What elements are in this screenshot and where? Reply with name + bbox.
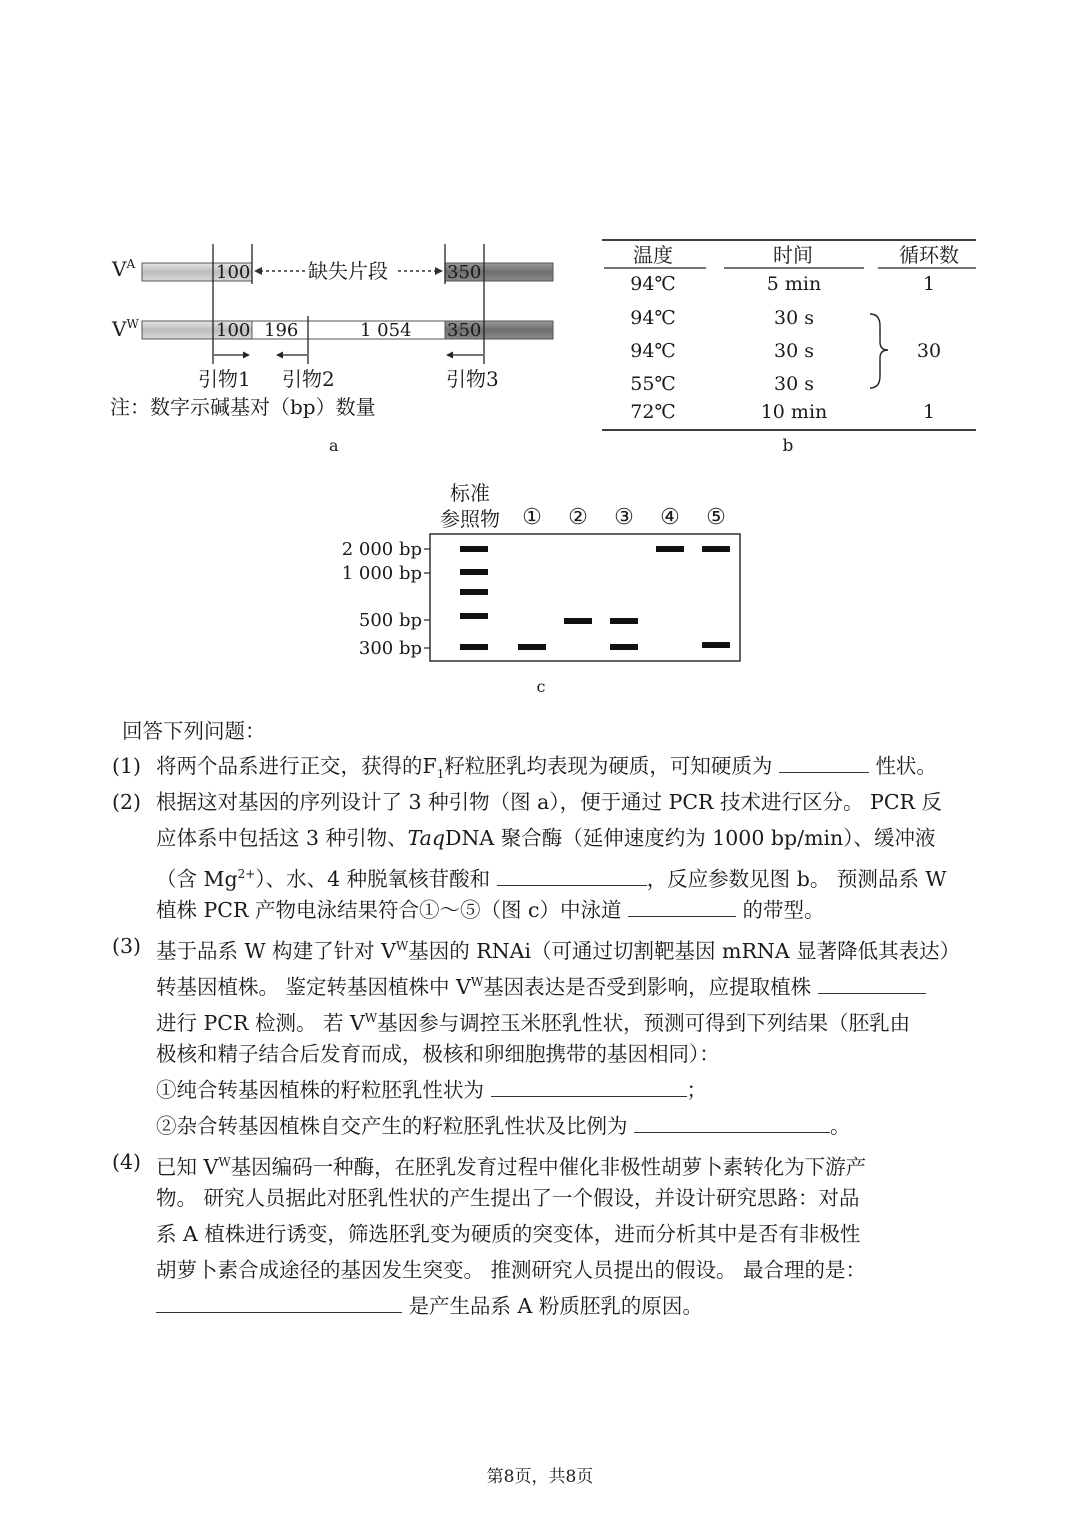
- lane-1-band-300: [518, 644, 546, 650]
- primer2-label: 引物2: [282, 367, 335, 391]
- q3-tissue-blank[interactable]: [818, 971, 926, 994]
- row4-temp: 55℃: [630, 373, 676, 395]
- vw-1054-label: 1 054: [360, 320, 412, 341]
- cycle-bracket: [870, 314, 888, 388]
- ladder-band-2000: [460, 546, 488, 552]
- lane-2-label: ②: [568, 505, 588, 530]
- lane-3-band-300: [610, 644, 638, 650]
- ladder-label-1: 标准: [450, 481, 490, 505]
- row1-cycles: 1: [922, 273, 936, 295]
- deletion-label: 缺失片段: [308, 259, 388, 283]
- question-3-number: (3): [112, 934, 142, 958]
- intro-text: 回答下列问题：: [122, 719, 266, 743]
- figure-a-caption: a: [329, 436, 339, 455]
- marker-2000: 2 000 bp: [341, 539, 422, 560]
- figure-b-table: [598, 236, 982, 458]
- lane-1-label: ①: [522, 505, 542, 530]
- lane-4-label: ④: [660, 505, 680, 530]
- figure-b-caption: b: [782, 436, 794, 456]
- q3-homozygous-blank[interactable]: [491, 1074, 687, 1097]
- row1-temp: 94℃: [630, 273, 676, 295]
- va-100-label: 100: [216, 262, 251, 283]
- q1-answer-blank[interactable]: [779, 750, 869, 773]
- header-cycles: 循环数: [899, 243, 959, 267]
- gel-frame: [430, 534, 740, 661]
- q2-reagent-blank[interactable]: [497, 863, 647, 886]
- figure-a-note: 注：数字示碱基对（bp）数量: [110, 395, 376, 419]
- question-2-number: (2): [112, 790, 142, 814]
- marker-1000: 1 000 bp: [341, 563, 422, 584]
- ladder-band-750: [460, 589, 488, 595]
- bracket-cycles: 30: [916, 340, 942, 362]
- header-time: 时间: [773, 243, 813, 267]
- ladder-band-1000: [460, 569, 488, 575]
- question-1-number: (1): [112, 754, 142, 778]
- va-350-label: 350: [447, 262, 482, 283]
- row5-temp: 72℃: [630, 401, 676, 423]
- row-label-vw: $V^W$: [112, 317, 139, 341]
- lane-3-label: ③: [614, 505, 634, 530]
- primer1-label: 引物1: [198, 367, 251, 391]
- lane-3-band-500: [610, 618, 638, 624]
- lane-5-label: ⑤: [706, 505, 726, 530]
- row5-time: 10 min: [760, 401, 828, 423]
- ladder-band-300: [460, 644, 488, 650]
- row1-time: 5 min: [766, 273, 822, 295]
- vw-100-label: 100: [216, 320, 251, 341]
- lane-4-band-2000: [656, 546, 684, 552]
- figure-c-gel: [330, 476, 750, 698]
- figure-a: [100, 236, 570, 456]
- marker-500: 500 bp: [358, 610, 422, 631]
- marker-300: 300 bp: [358, 638, 422, 659]
- ladder-label-2: 参照物: [440, 507, 500, 531]
- row3-time: 30 s: [774, 340, 814, 362]
- question-4-number: (4): [112, 1150, 142, 1174]
- q3-heterozygous-blank[interactable]: [634, 1110, 830, 1133]
- q4-hypothesis-blank[interactable]: [156, 1290, 402, 1313]
- ladder-band-500: [460, 613, 488, 619]
- row3-temp: 94℃: [630, 340, 676, 362]
- row5-cycles: 1: [922, 401, 936, 423]
- row2-temp: 94℃: [630, 307, 676, 329]
- q2-lane-blank[interactable]: [628, 894, 736, 917]
- vw-196-label: 196: [264, 320, 299, 341]
- figure-c-caption: c: [536, 677, 546, 696]
- header-temp: 温度: [633, 243, 673, 267]
- row2-time: 30 s: [774, 307, 814, 329]
- vw-350-label: 350: [447, 320, 482, 341]
- row4-time: 30 s: [774, 373, 814, 395]
- primer3-label: 引物3: [446, 367, 499, 391]
- lane-5-band-300: [702, 642, 730, 648]
- page-footer: 第8页，共8页: [486, 1467, 594, 1487]
- lane-2-band-500: [564, 618, 592, 624]
- lane-5-band-2000: [702, 546, 730, 552]
- row-label-va: $V^A$: [112, 257, 136, 281]
